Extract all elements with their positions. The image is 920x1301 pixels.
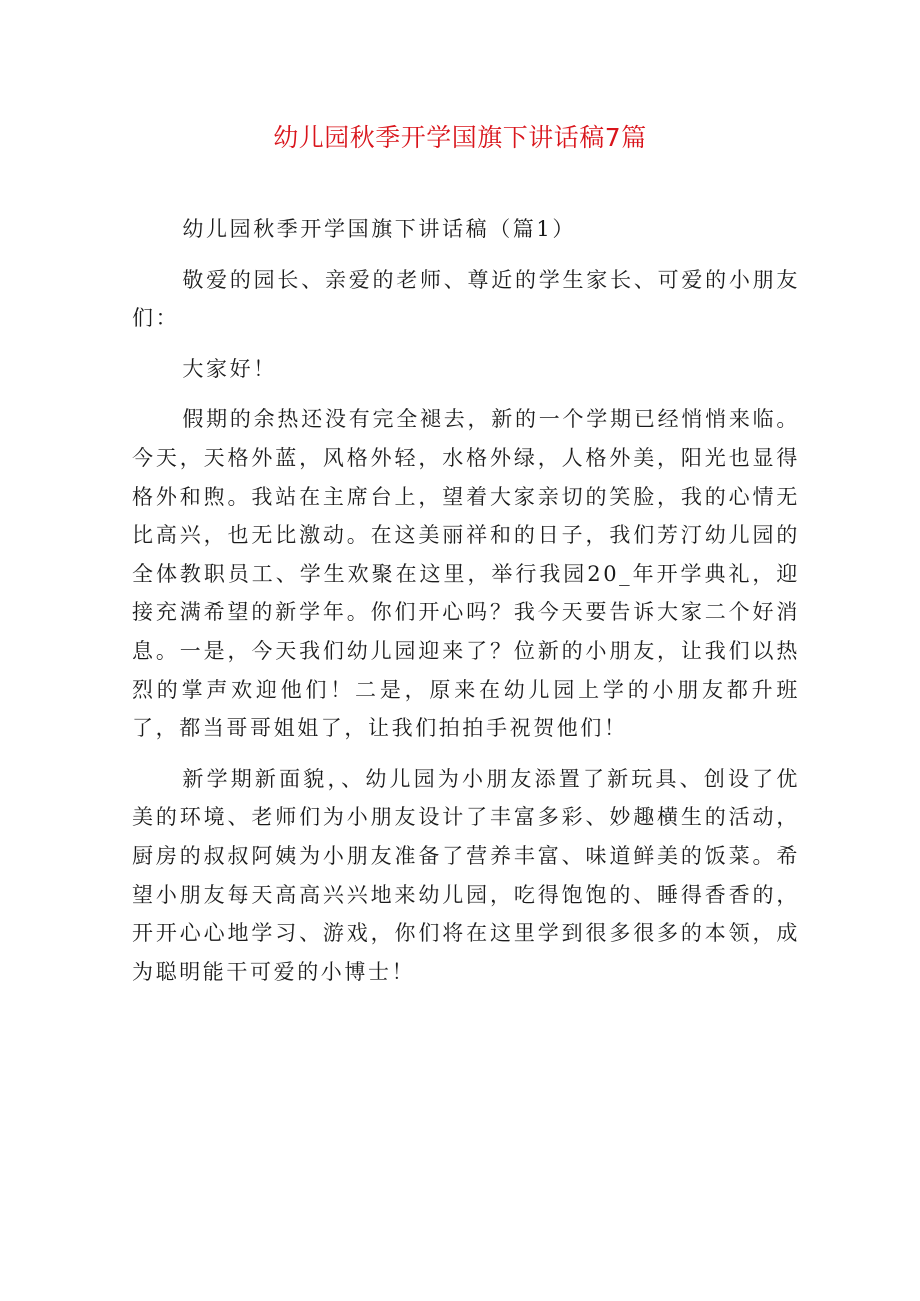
greeting-paragraph: 大家好！ [182, 356, 277, 381]
section-heading: 幼儿园秋季开学国旗下讲话稿（篇1） [182, 217, 576, 241]
document-body [132, 210, 800, 991]
document-title: 幼儿园秋季开学国旗下讲话稿7篇 [273, 123, 647, 152]
body-paragraph-new-semester: 新学期新面貌，、幼儿园为小朋友添置了新玩具、创设了优美的环境、老师们为小朋友设计了丰富多彩、妙趣横生的活动，厨房的叔叔阿姨为小朋友准备了营养丰富、味道鲜美的饭菜。希望小朋友每天高高兴兴地来幼儿园，吃得饱饱的、睡得香香的，开开心心地学习、游戏，你们将在这里学到很多很多的本领，成为聪明能干可爱的小博士！ [132, 766, 800, 984]
body-paragraph-opening: 假期的余热还没有完全褪去，新的一个学期已经悄悄来临。今天，天格外蓝，风格外轻，水格外绿，人格外美，阳光也显得格外和煦。我站在主席台上，望着大家亲切的笑脸，我的心情无比高兴，也无比激动。在这美丽祥和的日子，我们芳汀幼儿园的全体教职员工、学生欢聚在这里，举行我园20_年开学典礼，迎接充满希望的新学年。你们开心吗？我今天要告诉大家二个好消息。一是，今天我们幼儿园迎来了？位新的小朋友，让我们以热烈的掌声欢迎他们！二是，原来在幼儿园上学的小朋友都升班了，都当哥哥姐姐了，让我们拍拍手祝贺他们！ [132, 407, 800, 741]
salutation-paragraph: 敬爱的园长、亲爱的老师、尊近的学生家长、可爱的小朋友们： [132, 267, 800, 331]
